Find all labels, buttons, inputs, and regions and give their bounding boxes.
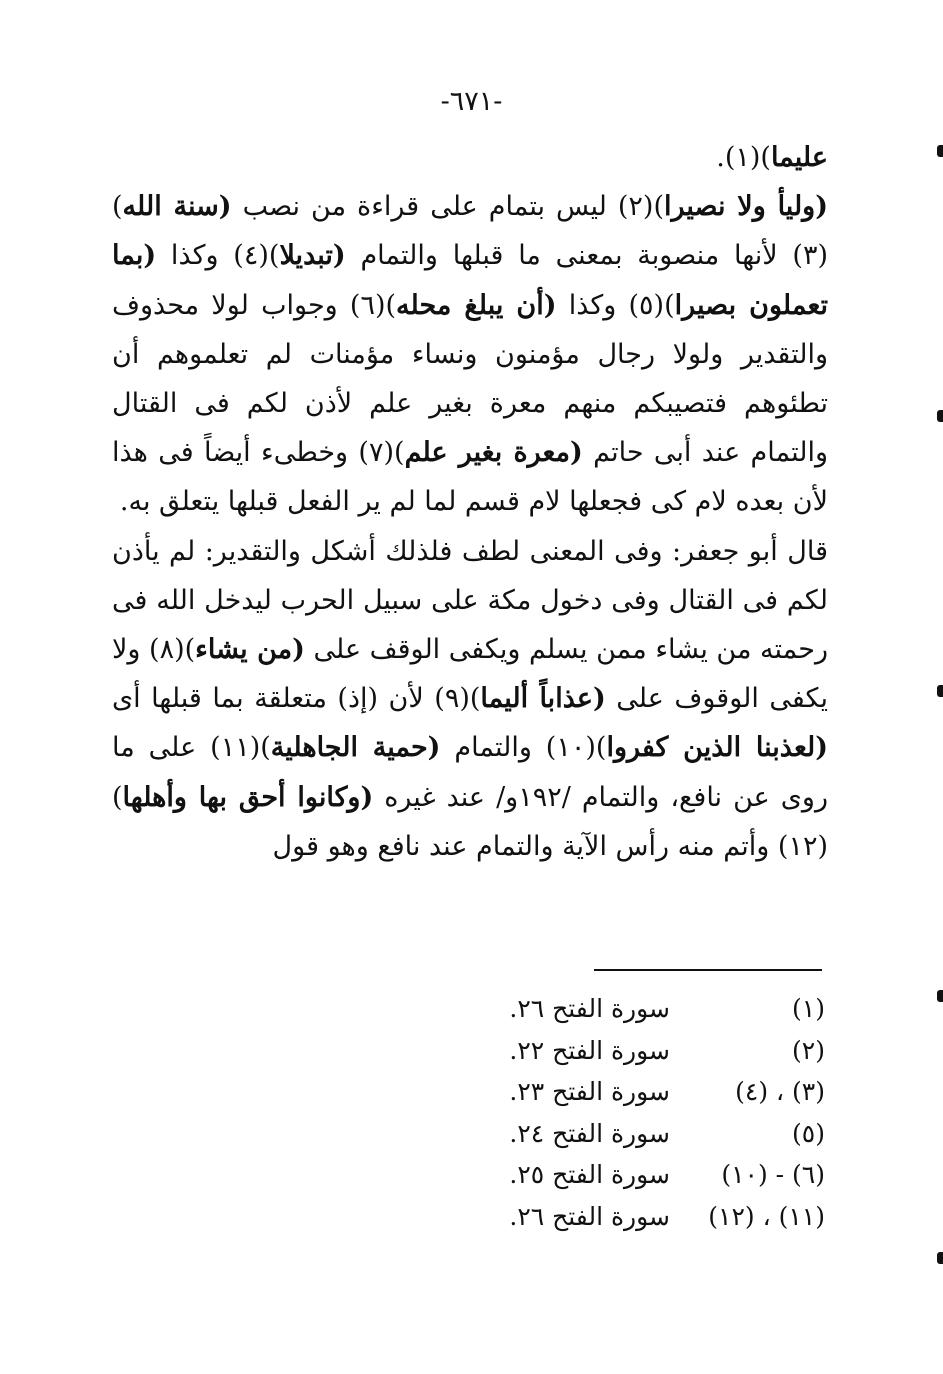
footnote-ref: (٢)	[792, 1035, 825, 1065]
quran-quote: (معرة بغير علم	[404, 437, 583, 469]
page-number: -٦٧١-	[440, 86, 503, 117]
text-run: )(١١) على ما روى عن نافع، والتمام /١٩٢و/ عند غيره	[112, 732, 829, 813]
page-edge-mark	[937, 685, 943, 697]
footnote	[440, 1196, 825, 1238]
paragraph	[112, 182, 828, 526]
quran-quote: (وليأ ولا نصيرا	[663, 191, 828, 223]
quran-quote: (بما تعملون بصيرا	[112, 240, 828, 321]
footnote	[440, 1113, 825, 1155]
quran-quote: (من يشاء	[195, 634, 305, 666]
footnote-divider	[594, 969, 822, 971]
text-run: )(١٢) وأتم منه رأس الآية والتمام عند نافع وهو قول	[112, 781, 828, 862]
main-text	[112, 133, 828, 871]
page-edge-mark	[937, 1252, 943, 1264]
quran-quote: (لعذبنا الذين كفروا	[606, 732, 828, 764]
quran-quote: (وكانوا أحق بها وأهلها	[122, 781, 374, 813]
paragraph	[112, 133, 828, 182]
quran-quote: (عذاباً أليما	[480, 683, 606, 715]
page-edge-mark	[937, 410, 943, 422]
footnote-ref: (٦) - (١٠)	[721, 1160, 825, 1190]
footnotes	[440, 988, 825, 1238]
text-run: )(٧) وخطىء أيضاً فى هذا لأن بعده لام كى فجعلها لام قسم لما لم ير الفعل قبلها يتعلق به.	[112, 437, 828, 518]
text-run: )(٤) وكذا	[156, 240, 280, 272]
footnote-source: سورة الفتح ٢٢.	[509, 1035, 670, 1065]
page-edge-mark	[937, 145, 943, 157]
footnote-source: سورة الفتح ٢٥.	[509, 1160, 670, 1190]
page-edge-mark	[937, 990, 943, 1002]
footnote	[440, 1030, 825, 1072]
text-run: )(٢) ليس بتمام على قراءة من نصب	[231, 191, 664, 223]
quran-quote: (حمية الجاهلية	[270, 732, 441, 764]
text-run: )(٦) وجواب لولا محذوف والتقدير ولولا رجال مؤمنون ونساء مؤمنات لم تعلموهم أن تطئوهم فتصيبكم منهم معرة بغير علم لأذن لكم فى القتال والتمام عند أبى حاتم	[112, 289, 828, 469]
quran-quote: عليما	[770, 142, 828, 173]
quran-quote: (تبديلا	[279, 240, 346, 272]
footnote-source: سورة الفتح ٢٦.	[509, 1201, 670, 1231]
quran-quote: (سنة الله	[122, 191, 232, 223]
quran-quote: (أن يبلغ محله	[396, 289, 557, 321]
text-run: )(٣) لأنها منصوبة بمعنى ما قبلها والتمام	[112, 191, 829, 272]
text-run: قال أبو جعفر: وفى المعنى لطف فلذلك أشكل والتقدير: لم يأذن لكم فى القتال وفى دخول مكة على سبيل الحرب ليدخل الله فى رحمته من يشاء ممن يسلم ويكفى الوقف على	[112, 535, 828, 666]
footnote-ref: (١)	[792, 994, 825, 1023]
footnote-source: سورة الفتح ٢٣.	[509, 1077, 670, 1107]
footnote-ref: (١١) ، (١٢)	[708, 1201, 825, 1231]
text-run: )(٩) لأن (إذ) متعلقة بما قبلها أى	[112, 683, 481, 715]
text-run: )(٨) ولا يكفى الوقوف على	[112, 634, 828, 715]
text-run: )(٥) وكذا	[556, 289, 675, 321]
footnote	[440, 1154, 825, 1196]
footnote-ref: (٥)	[792, 1118, 825, 1148]
footnote	[440, 1071, 825, 1113]
footnote-source: سورة الفتح ٢٤.	[509, 1118, 670, 1148]
paragraph	[112, 527, 828, 871]
text-run: )(١٠) والتمام	[440, 732, 607, 764]
footnote-source: سورة الفتح ٢٦.	[509, 994, 670, 1023]
footnote-ref: (٣) ، (٤)	[735, 1077, 825, 1107]
text-run: )(١).	[716, 142, 771, 173]
footnote	[440, 988, 825, 1030]
